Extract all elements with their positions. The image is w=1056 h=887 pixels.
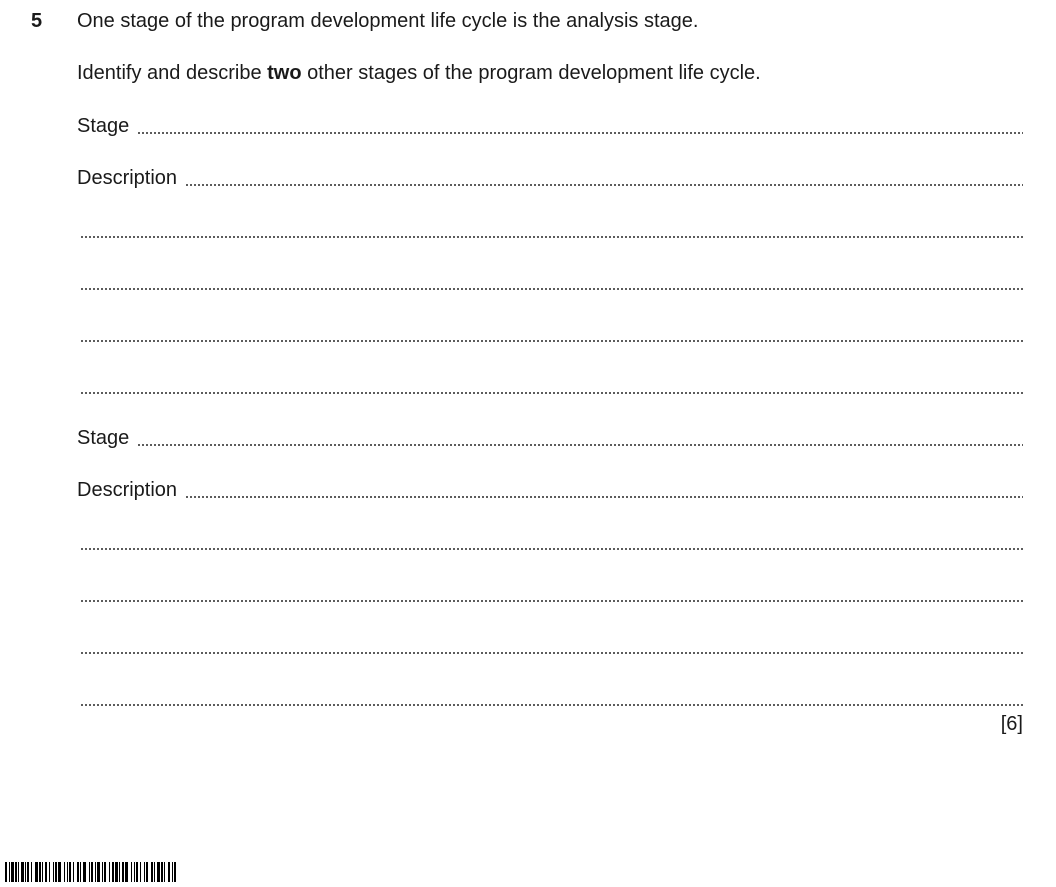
question-number: 5 (31, 10, 43, 32)
stage-2-label: Stage (77, 427, 130, 449)
dotted-line (80, 392, 1023, 394)
dotted-line (80, 600, 1023, 602)
dotted-line (80, 236, 1023, 238)
dotted-line (137, 132, 1023, 134)
instruction-text-start: Identify and describe (77, 62, 268, 84)
description-2-continuation-line[interactable] (80, 582, 1023, 606)
description-1-answer-line[interactable] (77, 166, 1023, 190)
marks-total: [6] (1000, 713, 1023, 735)
stage-2-answer-line[interactable] (77, 426, 1023, 450)
description-1-continuation-line[interactable] (80, 218, 1023, 242)
description-1-continuation-line[interactable] (80, 322, 1023, 346)
question-instruction (77, 62, 761, 85)
dotted-line (80, 704, 1023, 706)
question-intro: One stage of the program development life cycle is the analysis stage. (77, 10, 699, 32)
description-2-label: Description (77, 479, 178, 501)
description-1-continuation-line[interactable] (80, 374, 1023, 398)
description-1-label: Description (77, 167, 178, 189)
barcode-bar (176, 862, 179, 882)
instruction-emphasis: two (267, 62, 302, 84)
dotted-line (137, 444, 1023, 446)
dotted-line (80, 652, 1023, 654)
barcode (5, 862, 179, 882)
dotted-line (80, 288, 1023, 290)
stage-1-answer-line[interactable] (77, 114, 1023, 138)
description-2-continuation-line[interactable] (80, 686, 1023, 710)
dotted-line (80, 340, 1023, 342)
dotted-line (80, 548, 1023, 550)
description-1-continuation-line[interactable] (80, 270, 1023, 294)
description-2-answer-line[interactable] (77, 478, 1023, 502)
description-2-continuation-line[interactable] (80, 634, 1023, 658)
stage-1-label: Stage (77, 115, 130, 137)
instruction-text-end: other stages of the program development life cycle. (301, 62, 761, 84)
dotted-line (185, 184, 1023, 186)
description-2-continuation-line[interactable] (80, 530, 1023, 554)
dotted-line (185, 496, 1023, 498)
